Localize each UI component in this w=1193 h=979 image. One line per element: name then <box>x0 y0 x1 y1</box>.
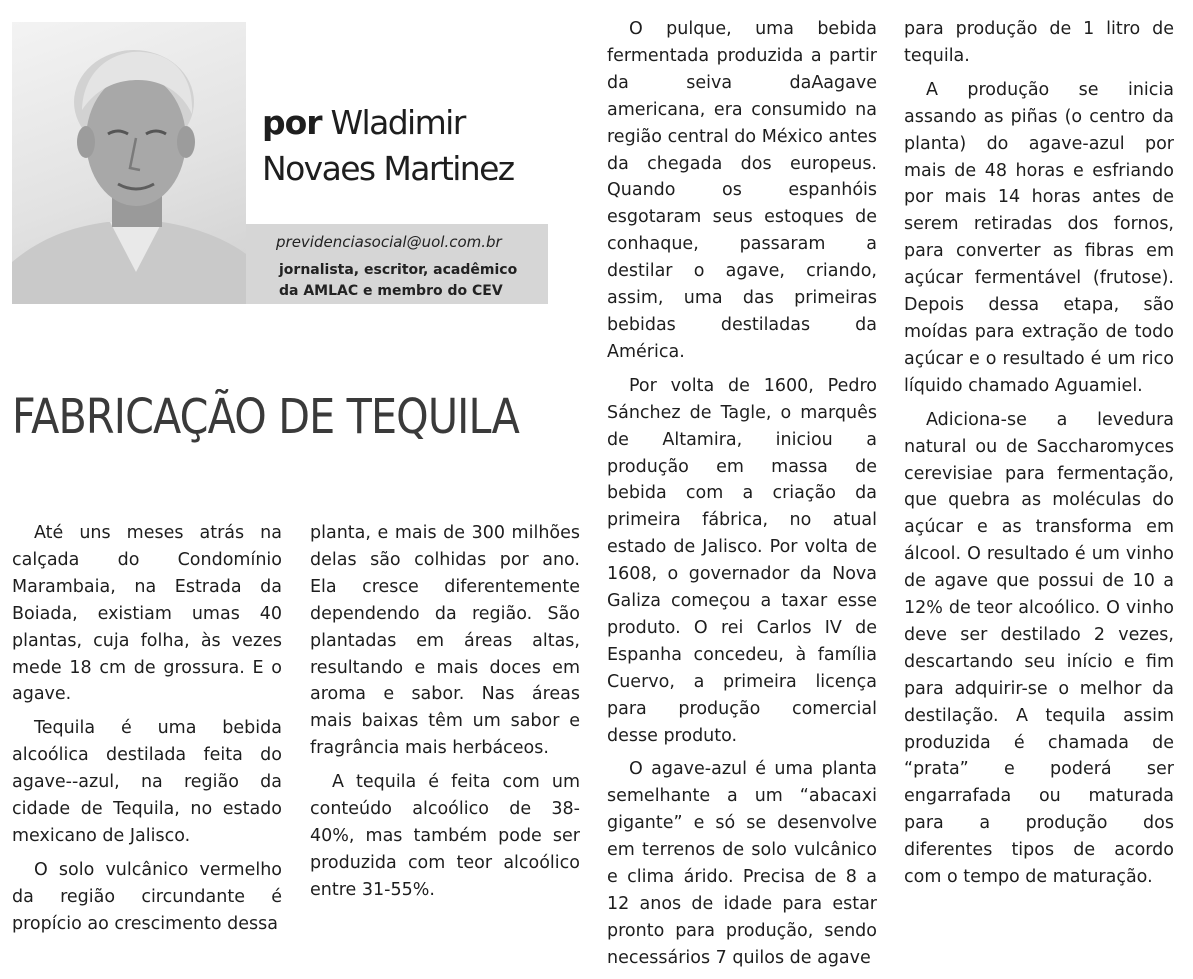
paragraph: Adiciona-se a levedura natural ou de Saccharomyces cerevisiae para fermentação, que quebra as moléculas do açúcar e as transforma em álcool. O resultado é um vinho de agave que possui de 10 a 12% de teor alcoólico. O vinho deve ser destilado 2 vezes, descartando seu início e fim para adquirir-se o melhor da destilação. A tequila assim produzida é chamada de “prata” e poderá ser engarrafada ou maturada para a produção dos diferentes tipos de acordo com o tempo de maturação. <box>904 409 1174 888</box>
paragraph: A produção se inicia assando as piñas (o centro da planta) do agave-azul por mais de 48 horas e esfriando por mais 14 horas antes de serem retiradas dos fornos, para converter as fibras em açúcar fermentável (frutose). Depois dessa etapa, são moídas para extração de todo açúcar e o resultado é um rico líquido chamado Aguamiel. <box>904 79 1174 396</box>
paragraph: O agave-azul é uma planta semelhante a um “abacaxi gigante” e só se desenvolve em terrenos de solo vulcânico e clima árido. Precisa de 8 a 12 anos de idade para estar pronto para produção, sendo necessários 7 quilos de agave <box>607 759 877 968</box>
author-bio: jornalista, escritor, acadêmico da AMLAC e membro do CEV <box>279 262 518 299</box>
byline <box>262 100 562 192</box>
byline-prefix: por <box>262 103 322 142</box>
paragraph: planta, e mais de 300 milhões delas são colhidas por ano. Ela cresce diferentemente dependendo da região. São plantadas em áreas altas, resultando e mais doces em aroma e sabor. Nas áreas mais baixas têm um sabor e fragrância mais herbáceos. <box>310 523 580 759</box>
author-name: Wladimir Novaes Martinez <box>262 103 514 188</box>
paragraph: Tequila é uma bebida alcoólica destilada feita do agave--azul, na região da cidade de Tequila, no estado mexicano de Jalisco. <box>12 718 282 846</box>
paragraph: Até uns meses atrás na calçada do Condomínio Marambaia, na Estrada da Boiada, existiam umas 40 plantas, cuja folha, às vezes mede 18 cm de grossura. E o agave. <box>12 523 282 705</box>
author-photo <box>12 22 246 304</box>
paragraph: para produção de 1 litro de tequila. <box>904 19 1174 66</box>
paragraph: A tequila é feita com um conteúdo alcoólico de 38-40%, mas também pode ser produzida com teor alcoólico entre 31-55%. <box>310 772 580 900</box>
text-column-4 <box>904 16 1174 898</box>
text-column-3 <box>607 16 877 979</box>
paragraph: Por volta de 1600, Pedro Sánchez de Tagle, o marquês de Altamira, iniciou a produção em massa de bebida com a criação da primeira fábrica, no atual estado de Jalisco. Por volta de 1608, o governador da Nova Galiza começou a taxar esse produto. O rei Carlos IV de Espanha concedeu, à família Cuervo, a primeira licença para produção comercial desse produto. <box>607 375 877 746</box>
text-column-1 <box>12 520 282 945</box>
paragraph: O pulque, uma bebida fermentada produzida a partir da seiva daAagave americana, era consumido na região central do México antes da chegada dos europeus. Quando os espanhóis esgotaram seus estoques de conhaque, passaram a destilar o agave, criando, assim, uma das primeiras bebidas destiladas da América. <box>607 19 877 362</box>
paragraph: O solo vulcânico vermelho da região circundante é propício ao crescimento dessa <box>12 859 282 934</box>
text-column-2 <box>310 520 580 911</box>
author-email: previdenciasocial@uol.com.br <box>276 233 502 251</box>
article-headline: FABRICAÇÃO DE TEQUILA <box>12 389 519 445</box>
